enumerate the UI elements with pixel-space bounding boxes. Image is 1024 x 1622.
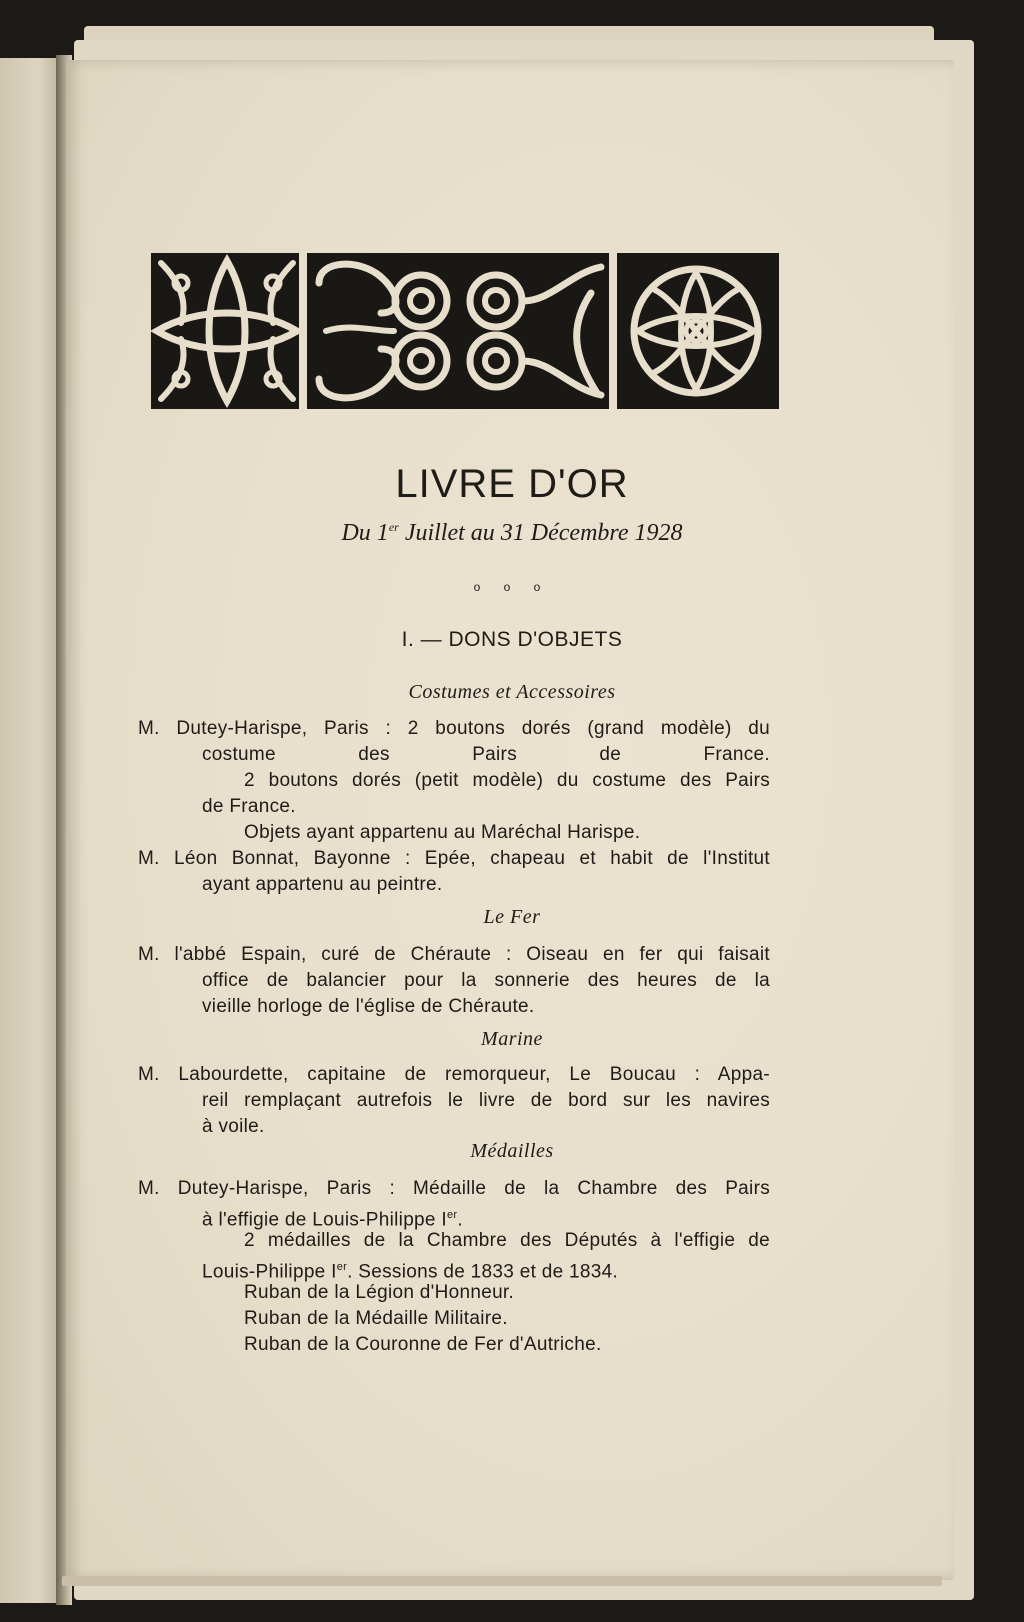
category-fer: Le Fer <box>483 906 541 928</box>
entry-line: M. Léon Bonnat, Bayonne : Epée, chapeau et habit de l'Institut <box>138 848 770 869</box>
page-bottom-edge <box>62 1576 942 1586</box>
entry-sup: er <box>446 1209 458 1221</box>
entry-text: . Sessions de 1833 et de 1834. <box>347 1261 619 1283</box>
entry-line: 2 médailles de la Chambre des Députés à l'effigie de <box>244 1230 770 1251</box>
subtitle-post: Juillet au 31 Décembre 1928 <box>398 520 683 546</box>
entry-line: costume des Pairs de France. <box>202 744 770 765</box>
decorative-ironwork-ornament <box>151 253 779 409</box>
entry-line: M. Labourdette, capitaine de remorqueur, Le Boucau : Appa- <box>138 1064 770 1085</box>
entry-line: M. Dutey-Harispe, Paris : Médaille de la Chambre des Pairs <box>138 1178 770 1199</box>
entry-line: ayant appartenu au peintre. <box>202 874 443 895</box>
page-title: LIVRE D'OR <box>395 462 629 506</box>
page-subtitle <box>0 520 1024 547</box>
category-medailles: Médailles <box>470 1140 554 1162</box>
entry-line: à voile. <box>202 1116 265 1137</box>
entry-line: vieille horloge de l'église de Chéraute. <box>202 996 535 1017</box>
entry-line: Objets ayant appartenu au Maréchal Harispe. <box>244 822 641 843</box>
entry-line: 2 boutons dorés (petit modèle) du costume des Pairs <box>244 770 770 791</box>
category-marine: Marine <box>481 1028 543 1050</box>
entry-line: Ruban de la Couronne de Fer d'Autriche. <box>244 1334 602 1355</box>
entry-text: à l'effigie de Louis-Philippe I <box>202 1209 447 1231</box>
separator: o o o <box>473 580 551 594</box>
entry-line: office de balancier pour la sonnerie des heures de la <box>202 970 770 991</box>
subtitle-sup: er <box>388 520 399 534</box>
entry-line: de France. <box>202 796 296 817</box>
entry-line: Ruban de la Médaille Militaire. <box>244 1308 508 1329</box>
entry-line: M. l'abbé Espain, curé de Chéraute : Oiseau en fer qui faisait <box>138 944 770 965</box>
facing-page-edge <box>0 58 64 1603</box>
subtitle-pre: Du 1 <box>341 520 389 546</box>
entry-line: reil remplaçant autrefois le livre de bord sur les navires <box>202 1090 770 1111</box>
category-costumes: Costumes et Accessoires <box>408 681 616 703</box>
entry-text: Louis-Philippe I <box>202 1261 337 1283</box>
entry-sup: er <box>336 1261 348 1273</box>
entry-text: . <box>457 1209 463 1231</box>
entry-line: M. Dutey-Harispe, Paris : 2 boutons dorés (grand modèle) du <box>138 718 770 739</box>
section-heading: I. — DONS D'OBJETS <box>401 628 623 651</box>
entry-line: Ruban de la Légion d'Honneur. <box>244 1282 515 1303</box>
